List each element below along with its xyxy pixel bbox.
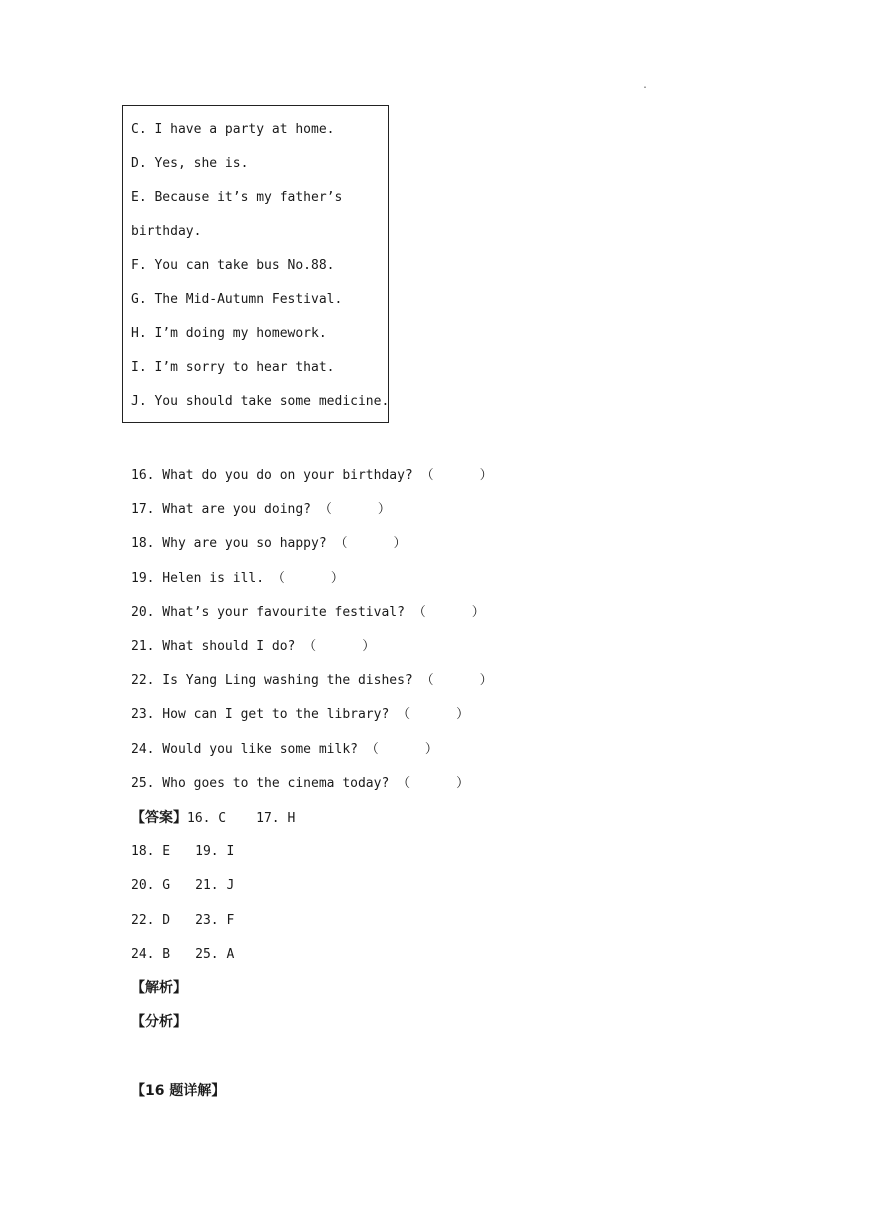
- option-h: H. I’m doing my homework.: [131, 326, 327, 341]
- option-e-continued: birthday.: [131, 224, 202, 239]
- answer-row: 24. B 25. A: [131, 946, 235, 962]
- answer-section: [131, 805, 295, 976]
- question-19: 19. Helen is ill. （ ）: [131, 570, 344, 586]
- question-21: 21. What should I do? （ ）: [131, 638, 376, 654]
- option-i: I. I’m sorry to hear that.: [131, 360, 335, 375]
- detail-label: 【16 题详解】: [131, 1083, 226, 1099]
- analysis-section: [131, 975, 187, 1043]
- question-25: 25. Who goes to the cinema today? （ ）: [131, 775, 470, 791]
- option-c: C. I have a party at home.: [131, 122, 335, 137]
- header-dot: .: [642, 80, 649, 91]
- option-e: E. Because it’s my father’s: [131, 190, 343, 205]
- detail-section: [131, 1078, 225, 1112]
- question-16: 16. What do you do on your birthday? （ ）: [131, 468, 493, 483]
- jiexi-label: 【解析】: [131, 980, 187, 996]
- fenxi-label: 【分析】: [131, 1014, 187, 1031]
- answer-row: 【答案】16. C 17. H: [131, 810, 296, 826]
- option-g: G. The Mid-Autumn Festival.: [131, 292, 343, 307]
- question-24: 24. Would you like some milk? （ ）: [131, 741, 438, 757]
- question-22: 22. Is Yang Ling washing the dishes? （ ）: [131, 673, 493, 689]
- answer-row: 22. D 23. F: [131, 912, 235, 928]
- answer-row: 18. E 19. I: [131, 844, 235, 860]
- answer-label: 【答案】: [131, 810, 187, 826]
- question-17: 17. What are you doing? （ ）: [131, 502, 391, 518]
- question-20: 20. What’s your favourite festival? （ ）: [131, 604, 485, 620]
- answer-row: 20. G 21. J: [131, 878, 235, 894]
- question-23: 23. How can I get to the library? （ ）: [131, 707, 470, 723]
- option-j: J. You should take some medicine.: [131, 394, 390, 409]
- option-f: F. You can take bus No.88.: [131, 258, 335, 273]
- options-box: [122, 105, 389, 423]
- question-18: 18. Why are you so happy? （ ）: [131, 536, 407, 552]
- question-list: [131, 463, 493, 805]
- option-d: D. Yes, she is.: [131, 156, 249, 171]
